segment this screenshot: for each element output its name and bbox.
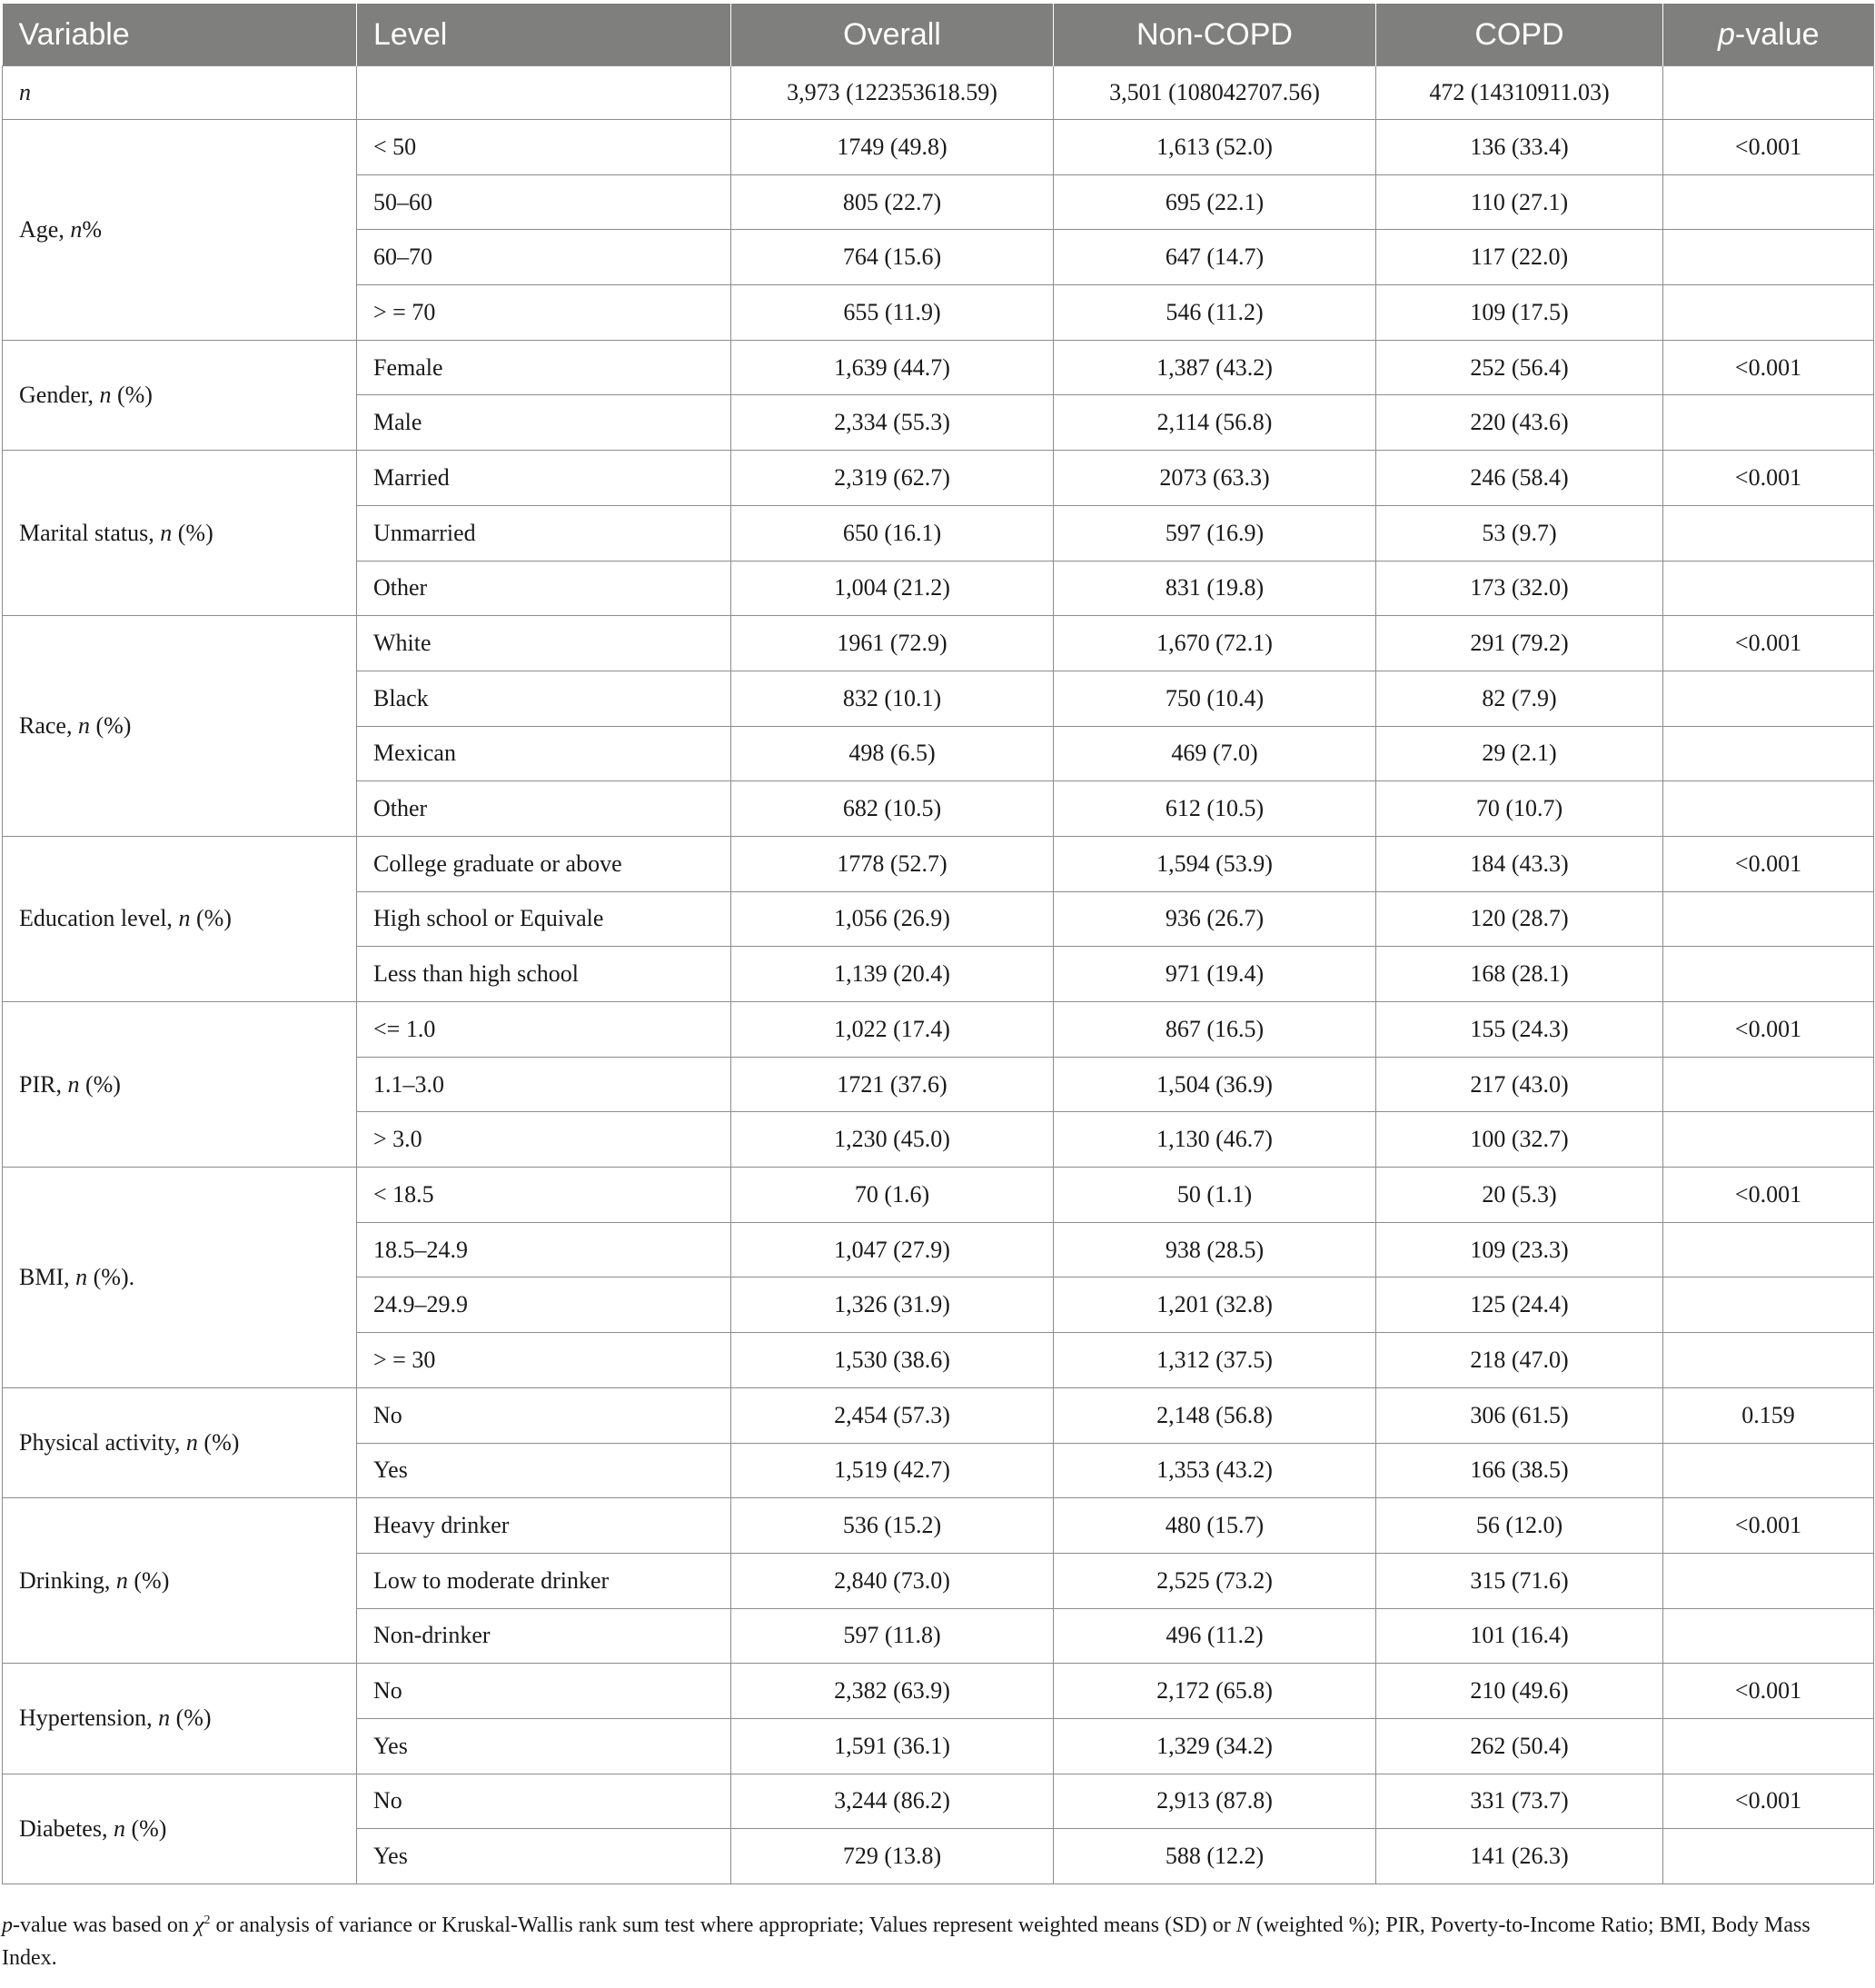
p-value-cell (1663, 1277, 1874, 1333)
level-cell: < 50 (357, 120, 731, 175)
copd-cell: 220 (43.6) (1376, 395, 1663, 451)
p-value-cell (1663, 671, 1874, 726)
variable-cell: Age, n% (3, 120, 357, 341)
level-cell: Less than high school (357, 947, 731, 1002)
copd-cell: 262 (50.4) (1376, 1718, 1663, 1774)
n-row-label: n (3, 66, 357, 120)
level-cell: > = 30 (357, 1333, 731, 1388)
p-value-cell (1663, 947, 1874, 1002)
non-copd-cell: 647 (14.7) (1054, 230, 1376, 285)
copd-cell: 120 (28.7) (1376, 891, 1663, 947)
non-copd-cell: 936 (26.7) (1054, 891, 1376, 947)
header-variable: Variable (3, 4, 357, 66)
non-copd-cell: 612 (10.5) (1054, 781, 1376, 837)
overall-cell: 597 (11.8) (731, 1608, 1054, 1664)
overall-cell: 2,382 (63.9) (731, 1664, 1054, 1719)
non-copd-cell: 1,312 (37.5) (1054, 1333, 1376, 1388)
overall-cell: 1,230 (45.0) (731, 1112, 1054, 1168)
copd-cell: 306 (61.5) (1376, 1387, 1663, 1443)
variable-cell: Drinking, n (%) (3, 1498, 357, 1664)
level-cell: < 18.5 (357, 1168, 731, 1223)
non-copd-cell: 597 (16.9) (1054, 505, 1376, 561)
copd-cell: 20 (5.3) (1376, 1168, 1663, 1223)
p-value-cell: <0.001 (1663, 340, 1874, 395)
variable-cell: Gender, n (%) (3, 340, 357, 450)
copd-cell: 110 (27.1) (1376, 174, 1663, 230)
non-copd-cell: 1,130 (46.7) (1054, 1112, 1376, 1168)
overall-cell: 1721 (37.6) (731, 1057, 1054, 1112)
overall-cell: 832 (10.1) (731, 671, 1054, 726)
level-cell: <= 1.0 (357, 1002, 731, 1058)
table-row (3, 1664, 1874, 1719)
level-cell: College graduate or above (357, 836, 731, 891)
copd-cell: 53 (9.7) (1376, 505, 1663, 561)
level-cell: White (357, 616, 731, 671)
copd-cell: 141 (26.3) (1376, 1829, 1663, 1884)
p-value-cell (1663, 561, 1874, 616)
p-value-cell: <0.001 (1663, 1498, 1874, 1554)
copd-cell: 291 (79.2) (1376, 616, 1663, 671)
non-copd-cell: 695 (22.1) (1054, 174, 1376, 230)
header-non-copd: Non-COPD (1054, 4, 1376, 66)
variable-cell: BMI, n (%). (3, 1168, 357, 1388)
level-cell: Yes (357, 1718, 731, 1774)
non-copd-cell: 2,172 (65.8) (1054, 1664, 1376, 1719)
overall-cell: 1,530 (38.6) (731, 1333, 1054, 1388)
n-row-level (357, 66, 731, 120)
copd-cell: 252 (56.4) (1376, 340, 1663, 395)
overall-cell: 1961 (72.9) (731, 616, 1054, 671)
overall-cell: 1778 (52.7) (731, 836, 1054, 891)
copd-cell: 331 (73.7) (1376, 1774, 1663, 1829)
copd-cell: 217 (43.0) (1376, 1057, 1663, 1112)
non-copd-cell: 1,201 (32.8) (1054, 1277, 1376, 1333)
p-value-cell (1663, 1608, 1874, 1664)
level-cell: No (357, 1664, 731, 1719)
level-cell: Low to moderate drinker (357, 1553, 731, 1608)
p-value-cell: <0.001 (1663, 1774, 1874, 1829)
p-value-cell (1663, 726, 1874, 781)
p-value-cell (1663, 505, 1874, 561)
variable-cell: Hypertension, n (%) (3, 1664, 357, 1774)
non-copd-cell: 2,525 (73.2) (1054, 1553, 1376, 1608)
variable-cell: Race, n (%) (3, 616, 357, 837)
p-value-cell (1663, 1553, 1874, 1608)
copd-cell: 125 (24.4) (1376, 1277, 1663, 1333)
variable-cell: Physical activity, n (%) (3, 1387, 357, 1497)
copd-cell: 82 (7.9) (1376, 671, 1663, 726)
copd-cell: 109 (23.3) (1376, 1222, 1663, 1277)
overall-cell: 1,047 (27.9) (731, 1222, 1054, 1277)
non-copd-cell: 546 (11.2) (1054, 285, 1376, 341)
n-row-overall: 3,973 (122353618.59) (731, 66, 1054, 120)
p-value-cell (1663, 230, 1874, 285)
p-value-cell: <0.001 (1663, 451, 1874, 506)
non-copd-cell: 971 (19.4) (1054, 947, 1376, 1002)
copd-cell: 166 (38.5) (1376, 1443, 1663, 1498)
table-footnote: p-value was based on $\chi^2$ or analysis of variance or Kruskal-Wallis rank sum test where appropriate; Values represent weighted means (SD) or N (weighted %); PIR, Poverty-to-Income Ratio; BMI, Body Mass Index. (2, 1913, 1811, 1970)
overall-cell: 650 (16.1) (731, 505, 1054, 561)
variable-cell: PIR, n (%) (3, 1002, 357, 1168)
copd-cell: 100 (32.7) (1376, 1112, 1663, 1168)
variable-cell: Marital status, n (%) (3, 451, 357, 616)
level-cell: 60–70 (357, 230, 731, 285)
non-copd-cell: 1,504 (36.9) (1054, 1057, 1376, 1112)
p-value-cell (1663, 1443, 1874, 1498)
copd-cell: 315 (71.6) (1376, 1553, 1663, 1608)
non-copd-cell: 469 (7.0) (1054, 726, 1376, 781)
copd-cell: 246 (58.4) (1376, 451, 1663, 506)
copd-cell: 136 (33.4) (1376, 120, 1663, 175)
p-value-cell: <0.001 (1663, 616, 1874, 671)
non-copd-cell: 588 (12.2) (1054, 1829, 1376, 1884)
p-value-cell (1663, 1222, 1874, 1277)
overall-cell: 1,591 (36.1) (731, 1718, 1054, 1774)
level-cell: Female (357, 340, 731, 395)
p-value-cell (1663, 395, 1874, 451)
non-copd-cell: 831 (19.8) (1054, 561, 1376, 616)
table-row (3, 1168, 1874, 1223)
non-copd-cell: 1,613 (52.0) (1054, 120, 1376, 175)
copd-cell: 168 (28.1) (1376, 947, 1663, 1002)
p-value-cell: 0.159 (1663, 1387, 1874, 1443)
non-copd-cell: 1,387 (43.2) (1054, 340, 1376, 395)
table-row (3, 120, 1874, 175)
header-p-value: p-value (1663, 4, 1874, 66)
non-copd-cell: 1,670 (72.1) (1054, 616, 1376, 671)
n-row-copd: 472 (14310911.03) (1376, 66, 1663, 120)
overall-cell: 655 (11.9) (731, 285, 1054, 341)
table-row (3, 1387, 1874, 1443)
level-cell: Non-drinker (357, 1608, 731, 1664)
copd-cell: 184 (43.3) (1376, 836, 1663, 891)
non-copd-cell: 50 (1.1) (1054, 1168, 1376, 1223)
header-overall: Overall (731, 4, 1054, 66)
overall-cell: 1,022 (17.4) (731, 1002, 1054, 1058)
p-value-cell (1663, 1333, 1874, 1388)
non-copd-cell: 867 (16.5) (1054, 1002, 1376, 1058)
level-cell: Unmarried (357, 505, 731, 561)
p-value-cell (1663, 781, 1874, 837)
level-cell: No (357, 1774, 731, 1829)
overall-cell: 536 (15.2) (731, 1498, 1054, 1554)
level-cell: > = 70 (357, 285, 731, 341)
table-row (3, 616, 1874, 671)
overall-cell: 682 (10.5) (731, 781, 1054, 837)
copd-cell: 29 (2.1) (1376, 726, 1663, 781)
level-cell: Heavy drinker (357, 1498, 731, 1554)
overall-cell: 1,519 (42.7) (731, 1443, 1054, 1498)
n-row (3, 66, 1874, 120)
non-copd-cell: 480 (15.7) (1054, 1498, 1376, 1554)
table-row (3, 1774, 1874, 1829)
level-cell: High school or Equivale (357, 891, 731, 947)
overall-cell: 2,840 (73.0) (731, 1553, 1054, 1608)
variable-cell: Diabetes, n (%) (3, 1774, 357, 1884)
level-cell: Other (357, 781, 731, 837)
p-value-cell: <0.001 (1663, 1664, 1874, 1719)
copd-cell: 109 (17.5) (1376, 285, 1663, 341)
header-copd: COPD (1376, 4, 1663, 66)
overall-cell: 3,244 (86.2) (731, 1774, 1054, 1829)
p-value-cell: <0.001 (1663, 1168, 1874, 1223)
copd-cell: 117 (22.0) (1376, 230, 1663, 285)
level-cell: Married (357, 451, 731, 506)
copd-cell: 173 (32.0) (1376, 561, 1663, 616)
overall-cell: 1,056 (26.9) (731, 891, 1054, 947)
n-row-p-value (1663, 66, 1874, 120)
overall-cell: 1,639 (44.7) (731, 340, 1054, 395)
variable-cell: Education level, n (%) (3, 836, 357, 1001)
level-cell: Other (357, 561, 731, 616)
p-value-cell (1663, 174, 1874, 230)
level-cell: > 3.0 (357, 1112, 731, 1168)
level-cell: 18.5–24.9 (357, 1222, 731, 1277)
non-copd-cell: 2,114 (56.8) (1054, 395, 1376, 451)
copd-cell: 218 (47.0) (1376, 1333, 1663, 1388)
non-copd-cell: 1,594 (53.9) (1054, 836, 1376, 891)
level-cell: 24.9–29.9 (357, 1277, 731, 1333)
header-row (3, 4, 1874, 66)
non-copd-cell: 938 (28.5) (1054, 1222, 1376, 1277)
non-copd-cell: 1,353 (43.2) (1054, 1443, 1376, 1498)
non-copd-cell: 750 (10.4) (1054, 671, 1376, 726)
table-row (3, 451, 1874, 506)
p-value-cell (1663, 1057, 1874, 1112)
level-cell: Male (357, 395, 731, 451)
table-row (3, 1002, 1874, 1058)
non-copd-cell: 2,913 (87.8) (1054, 1774, 1376, 1829)
p-value-cell: <0.001 (1663, 120, 1874, 175)
level-cell: 50–60 (357, 174, 731, 230)
overall-cell: 1,004 (21.2) (731, 561, 1054, 616)
overall-cell: 805 (22.7) (731, 174, 1054, 230)
overall-cell: 2,319 (62.7) (731, 451, 1054, 506)
overall-cell: 1749 (49.8) (731, 120, 1054, 175)
overall-cell: 1,326 (31.9) (731, 1277, 1054, 1333)
level-cell: Black (357, 671, 731, 726)
copd-cell: 210 (49.6) (1376, 1664, 1663, 1719)
copd-cell: 101 (16.4) (1376, 1608, 1663, 1664)
level-cell: Mexican (357, 726, 731, 781)
overall-cell: 498 (6.5) (731, 726, 1054, 781)
non-copd-cell: 2,148 (56.8) (1054, 1387, 1376, 1443)
overall-cell: 764 (15.6) (731, 230, 1054, 285)
overall-cell: 1,139 (20.4) (731, 947, 1054, 1002)
table-row (3, 340, 1874, 395)
overall-cell: 70 (1.6) (731, 1168, 1054, 1223)
level-cell: No (357, 1387, 731, 1443)
non-copd-cell: 496 (11.2) (1054, 1608, 1376, 1664)
baseline-characteristics-table (2, 4, 1874, 1884)
non-copd-cell: 2073 (63.3) (1054, 451, 1376, 506)
p-value-cell: <0.001 (1663, 1002, 1874, 1058)
level-cell: Yes (357, 1829, 731, 1884)
p-value-cell (1663, 891, 1874, 947)
p-value-cell (1663, 1718, 1874, 1774)
p-value-cell (1663, 285, 1874, 341)
n-row-non-copd: 3,501 (108042707.56) (1054, 66, 1376, 120)
non-copd-cell: 1,329 (34.2) (1054, 1718, 1376, 1774)
level-cell: Yes (357, 1443, 731, 1498)
copd-cell: 70 (10.7) (1376, 781, 1663, 837)
level-cell: 1.1–3.0 (357, 1057, 731, 1112)
overall-cell: 2,334 (55.3) (731, 395, 1054, 451)
table-row (3, 836, 1874, 891)
header-level: Level (357, 4, 731, 66)
table-row (3, 1498, 1874, 1554)
overall-cell: 729 (13.8) (731, 1829, 1054, 1884)
p-value-cell (1663, 1829, 1874, 1884)
p-value-cell (1663, 1112, 1874, 1168)
copd-cell: 56 (12.0) (1376, 1498, 1663, 1554)
p-value-cell: <0.001 (1663, 836, 1874, 891)
overall-cell: 2,454 (57.3) (731, 1387, 1054, 1443)
copd-cell: 155 (24.3) (1376, 1002, 1663, 1058)
